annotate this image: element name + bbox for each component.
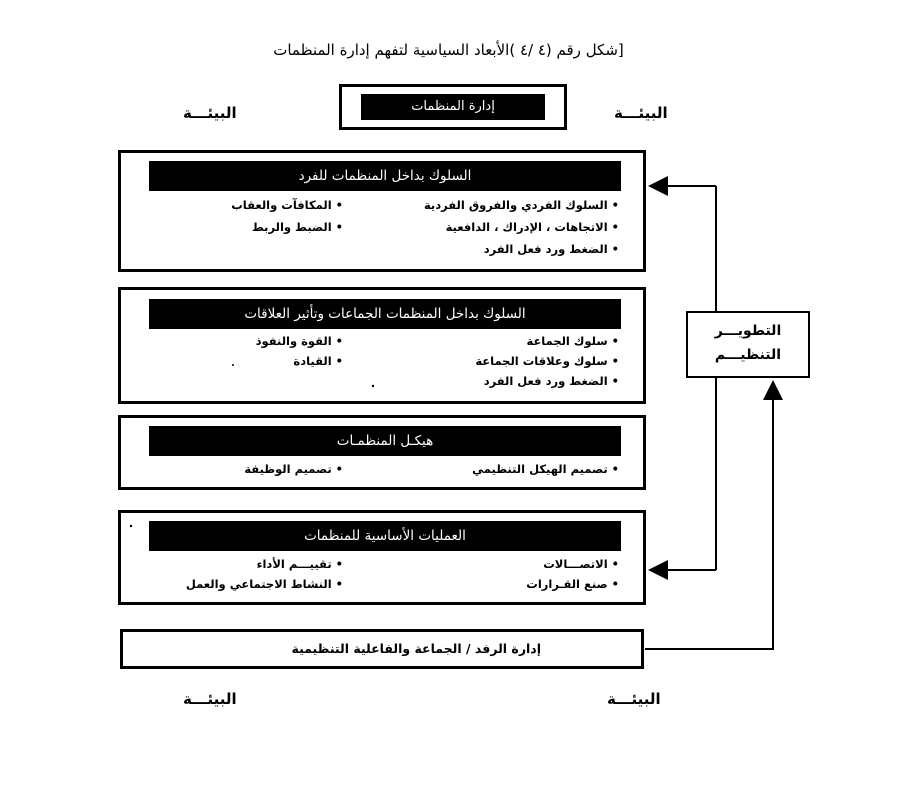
environment-label-top-right: البيئـــة: [614, 104, 668, 122]
development-label-line1: التطويـــر: [714, 323, 782, 339]
panel-item: • القوة والنفوذ: [255, 334, 343, 348]
environment-label-top-left: البيئـــة: [183, 104, 237, 122]
panel-title: السلوك بداخل المنظمات للفرد: [149, 161, 621, 191]
panel-item: • تصميم الهيكل التنظيمي: [472, 462, 619, 476]
stray-dot: [130, 525, 132, 527]
panel-item: • سلوك وعلاقات الجماعة: [475, 354, 619, 368]
panel-item: • الضبط والربط: [251, 220, 343, 234]
panel-item: • الاتجاهات ، الإدراك ، الدافعية: [445, 220, 619, 234]
panel-item: • تقييـــم الأداء: [256, 557, 343, 571]
stray-dot: [372, 385, 374, 387]
panel-title: السلوك بداخل المنظمات الجماعات وتأثير العلاقات: [149, 299, 621, 329]
panel-title: هيكـل المنظمـات: [149, 426, 621, 456]
panel-item: • سلوك الجماعة: [526, 334, 619, 348]
panel-item: • الضغط ورد فعل الفرد: [483, 242, 619, 256]
panel-item: • الضغط ورد فعل الفرد: [483, 374, 619, 388]
panel-item: • المكافآت والعقاب: [231, 198, 343, 212]
panel-item: • النشاط الاجتماعي والعمل: [185, 577, 343, 591]
stray-dot: [232, 364, 234, 366]
panel-item: • تصميم الوظيفة: [244, 462, 343, 476]
organization-management-label: إدارة المنظمات: [361, 94, 545, 120]
line-from-effectiveness: [645, 382, 773, 649]
panel-item: • الاتصـــالات: [543, 557, 619, 571]
panel-item: • السلوك الفردي والفروق الفردية: [423, 198, 619, 212]
environment-label-bottom-right: البيئـــة: [607, 690, 661, 708]
panel-title: العمليات الأساسية للمنظمات: [149, 521, 621, 551]
figure-caption: [شكل رقم (٤ /٤ )الأبعاد السياسية لتفهم إدارة المنظمات: [273, 41, 624, 59]
panel-item: • صنع القـرارات: [526, 577, 619, 591]
panel-item: • القيادة: [293, 354, 343, 368]
environment-label-bottom-left: البيئـــة: [183, 690, 237, 708]
development-label-line2: التنظيـــم: [714, 347, 782, 363]
effectiveness-label: إدارة الرفد / الجماعة والفاعلية التنظيمية: [291, 641, 541, 656]
